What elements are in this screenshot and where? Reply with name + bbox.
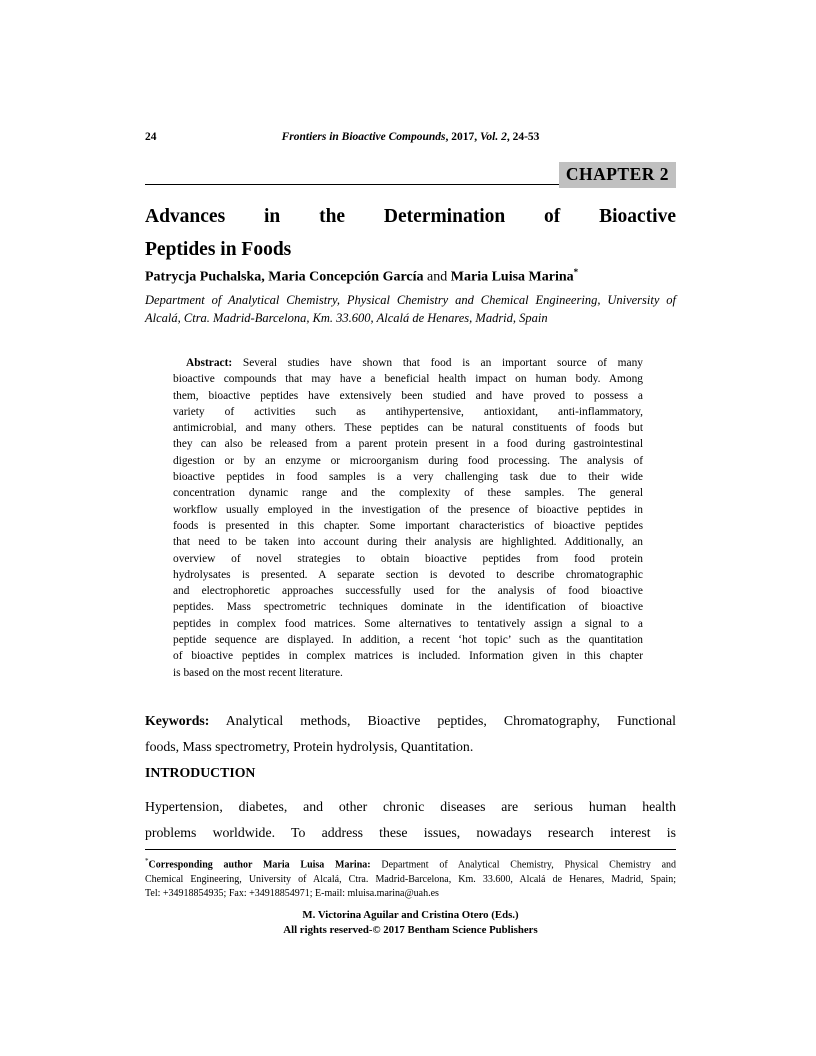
page-number: 24 (145, 131, 157, 143)
keywords-block (145, 708, 676, 760)
footnote-block (145, 849, 676, 901)
abstract-block (173, 355, 643, 681)
affiliation: Department of Analytical Chemistry, Physical Chemistry and Chemical Engineering, University of Alcalá, Ctra. Madrid-Barcelona, Km. 33.600, Alcalá de Henares, Madrid, Spain (145, 293, 676, 325)
author-connector: and (423, 269, 451, 285)
keywords-first-line-text: Analytical methods, Bioactive peptides, Chromatography, Functional (225, 713, 676, 728)
chapter-banner-rule (145, 156, 676, 185)
introduction-heading: INTRODUCTION (145, 765, 256, 780)
corresponding-author-marker: * (573, 267, 579, 277)
chapter-badge: CHAPTER 2 (559, 162, 676, 188)
keywords-first-line (145, 708, 676, 734)
journal-year: , 2017, (445, 131, 480, 143)
page-header (145, 131, 676, 143)
publisher-footer: M. Victorina Aguilar and Cristina Otero (Eds.) All rights reserved-© 2017 Bentham Science Publishers (283, 909, 538, 936)
footnote-marker: * (145, 857, 149, 865)
footnote-first-line-text: Department of Analytical Chemistry, Physical Chemistry and (381, 859, 677, 871)
journal-volume: Vol. 2 (479, 131, 507, 143)
abstract-first-line-text: Several studies have shown that food is an important source of many (242, 357, 643, 369)
chapter-title: Advances in the Determination of Bioactive Peptides in Foods (145, 206, 676, 260)
journal-name: Frontiers in Bioactive Compounds (281, 131, 446, 143)
abstract-first-line (173, 355, 643, 371)
keywords-label: Keywords: (145, 713, 210, 728)
footnote-body: Chemical Engineering, University of Alcalá, Ctra. Madrid-Barcelona, Km. 33.600, Alcalá de Henares, Madrid, Spain; Tel: +34918854935; Fax: +34918854971; E-mail: mluisa.marina@uah.es (145, 873, 676, 899)
introduction-paragraph: Hypertension, diabetes, and other chronic diseases are serious human health problems worldwide. To address these issues, nowadays research interest is (145, 799, 676, 840)
running-title (145, 131, 676, 143)
footnote-label: Corresponding author Maria Luisa Marina: (148, 859, 371, 871)
authors-line (145, 267, 676, 286)
abstract-label: Abstract: (186, 357, 233, 369)
footnote-first-line (145, 854, 676, 873)
author-group-1: Patrycja Puchalska, Maria Concepción García (145, 269, 424, 285)
abstract-body: bioactive compounds that may have a beneficial health impact on human body. Among them, bioactive peptides have extensively been studied and have proved to possess a variety of activities such as antihypertensive, antioxidant, anti-inflammatory, antimicrobial, and many others. These peptides can be natural constituents of foods but they can also be released from a parent protein present in a food during gastrointestinal digestion or by an enzyme or microorganism during food processing. The analysis of bioactive peptides in food samples is a very challenging task due to their wide concentration dynamic range and the complexity of these samples. The general workflow usually employed in the investigation of the presence of bioactive peptides in foods is presented in this chapter. Some important characteristics of bioactive peptides that need to be taken into account during their analysis are highlighted. Additionally, an overview of novel strategies to obtain bioactive peptides from food protein hydrolysates is presented. A separate section is devoted to describe chromatographic and electrophoretic approaches successfully used for the analysis of food bioactive peptides. Mass spectrometric techniques dominate in the identification of bioactive peptides in complex food matrices. Some alternatives to tentatively assign a signal to a peptide sequence are displayed. In addition, a recent ‘hot topic’ such as the quantitation of bioactive peptides in complex matrices is included. Information given in this chapter is based on the most recent literature. (173, 373, 643, 679)
journal-pages: , 24-53 (506, 131, 540, 143)
author-group-2: Maria Luisa Marina (450, 269, 574, 285)
keywords-body: foods, Mass spectrometry, Protein hydrolysis, Quantitation. (145, 739, 474, 754)
